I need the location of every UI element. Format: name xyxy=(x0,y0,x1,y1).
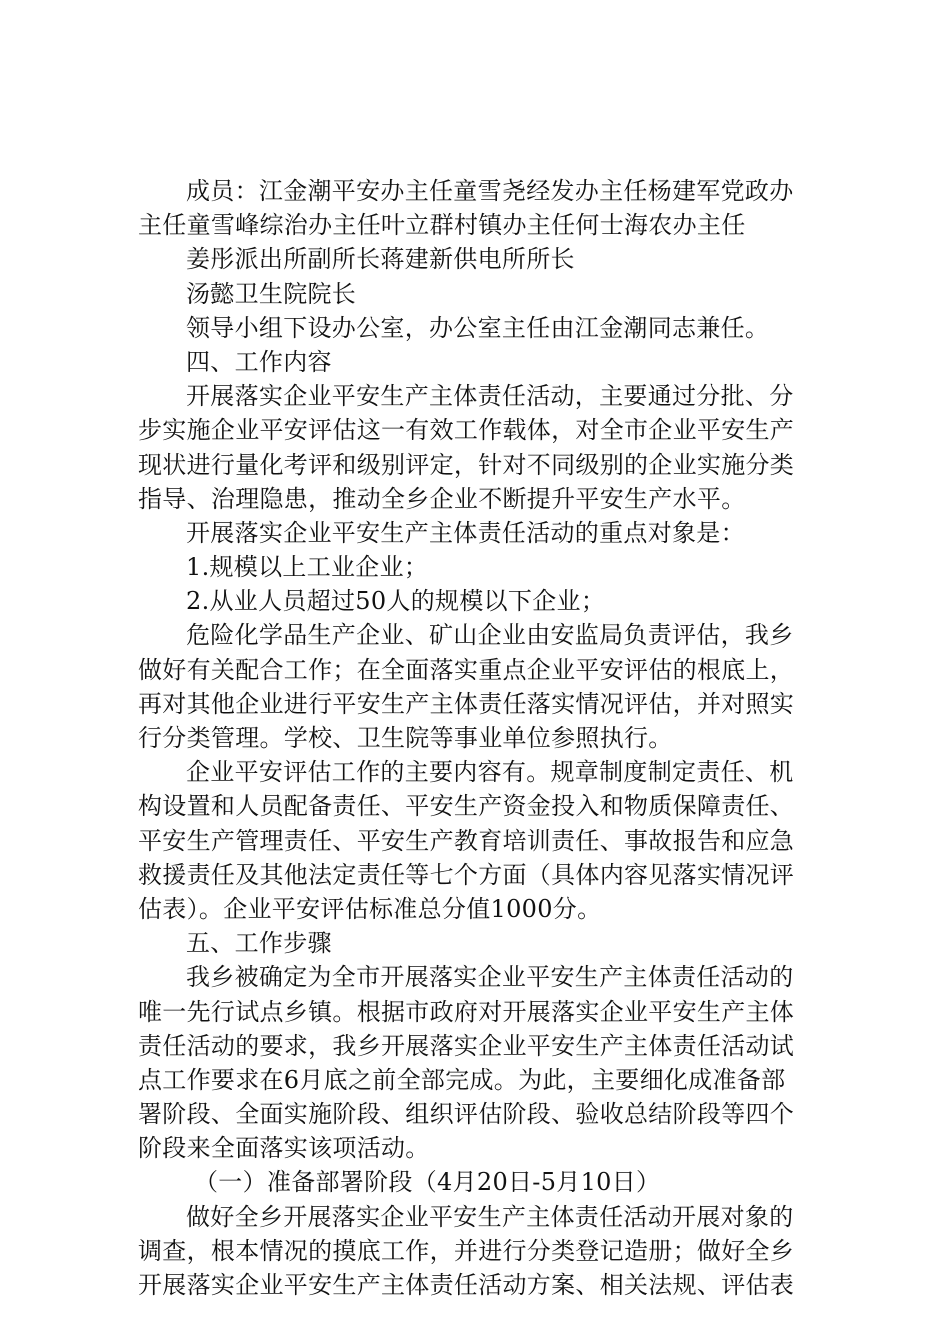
text-line: 危险化学品生产企业、矿山企业由安监局负责评估，我乡 xyxy=(186,621,794,650)
text-line: 构设置和人员配备责任、平安生产资金投入和物质保障责任、 xyxy=(138,792,795,821)
text-line: 平安生产管理责任、平安生产教育培训责任、事故报告和应急 xyxy=(138,826,795,855)
text-line: 做好全乡开展落实企业平安生产主体责任活动开展对象的 xyxy=(186,1202,794,1231)
text-line: 汤懿卫生院院长 xyxy=(186,279,357,308)
list-item: 2.从业人员超过50人的规模以下企业； xyxy=(186,587,606,616)
text-line: 再对其他企业进行平安生产主体责任落实情况评估，并对照实 xyxy=(138,689,795,718)
section-heading: 五、工作步骤 xyxy=(186,929,332,958)
text-line: 成员：江金潮平安办主任童雪尧经发办主任杨建军党政办 xyxy=(186,177,794,205)
text-line: 开展落实企业平安生产主体责任活动方案、相关法规、评估表 xyxy=(138,1271,795,1299)
document-body xyxy=(138,174,828,1302)
text-line: 步实施企业平安评估这一有效工作载体，对全市企业平安生产 xyxy=(138,416,795,445)
text-line: 估表）。企业平安评估标准总分值1000分。 xyxy=(138,894,602,923)
text-line: 主任童雪峰综治办主任叶立群村镇办主任何士海农办主任 xyxy=(138,211,746,240)
text-line: 行分类管理。学校、卫生院等事业单位参照执行。 xyxy=(138,724,673,752)
text-line: 开展落实企业平安生产主体责任活动的重点对象是： xyxy=(186,518,745,547)
text-line: 唯一先行试点乡镇。根据市政府对开展落实企业平安生产主体 xyxy=(138,997,795,1026)
subsection-heading: （一）准备部署阶段（4月20日-5月10日） xyxy=(194,1168,661,1197)
text-line: 调查，根本情况的摸底工作，并进行分类登记造册；做好全乡 xyxy=(138,1236,795,1265)
text-line: 指导、治理隐患，推动全乡企业不断提升平安生产水平。 xyxy=(138,484,746,513)
text-line: 领导小组下设办公室，办公室主任由江金潮同志兼任。 xyxy=(186,313,770,342)
text-line: 我乡被确定为全市开展落实企业平安生产主体责任活动的 xyxy=(186,963,794,992)
section-heading: 四、工作内容 xyxy=(186,347,332,376)
text-line: 现状进行量化考评和级别评定，针对不同级别的企业实施分类 xyxy=(138,450,795,479)
text-line: 署阶段、全面实施阶段、组织评估阶段、验收总结阶段等四个 xyxy=(138,1100,795,1129)
text-line: 做好有关配合工作；在全面落实重点企业平安评估的根底上， xyxy=(138,655,795,684)
text-line: 企业平安评估工作的主要内容有。规章制度制定责任、机 xyxy=(186,758,794,787)
text-line: 救援责任及其他法定责任等七个方面（具体内容见落实情况评 xyxy=(138,860,795,889)
text-line: 点工作要求在6月底之前全部完成。为此，主要细化成准备部 xyxy=(138,1065,786,1094)
text-line: 责任活动的要求，我乡开展落实企业平安生产主体责任活动试 xyxy=(138,1031,795,1060)
list-item: 1.规模以上工业企业； xyxy=(186,553,429,582)
text-line: 姜彤派出所副所长蒋建新供电所所长 xyxy=(186,245,575,274)
text-line: 阶段来全面落实该项活动。 xyxy=(138,1134,430,1163)
text-line: 开展落实企业平安生产主体责任活动，主要通过分批、分 xyxy=(186,382,794,411)
